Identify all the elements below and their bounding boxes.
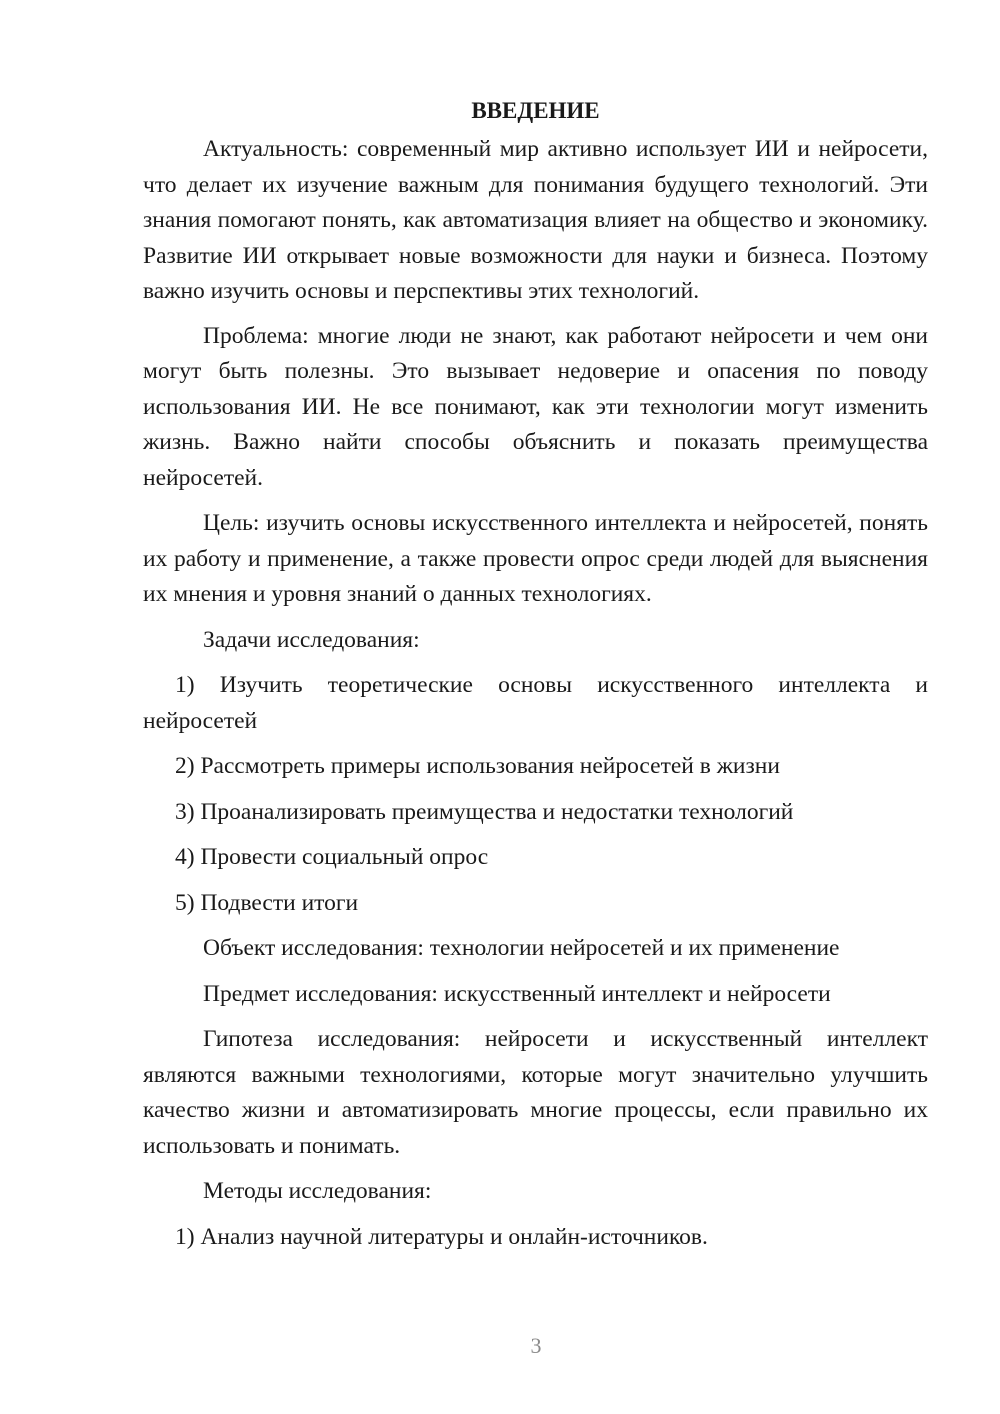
section-title: ВВЕДЕНИЕ — [471, 98, 600, 123]
task-item-2: 2) Рассмотреть примеры использования нейросетей в жизни — [175, 753, 780, 779]
relevance-paragraph: Актуальность: современный мир активно использует ИИ и нейросети, что делает их изучение важным для понимания будущего технологий. Эти знания помогают понять, как автоматизация влияет на общество и экономику. Развитие ИИ открывает новые возможности для науки и бизнеса. Поэтому важно изучить основы и перспективы этих технологий. — [143, 136, 928, 304]
document-page — [143, 96, 928, 1265]
problem-paragraph: Проблема: многие люди не знают, как работают нейросети и чем они могут быть полезны. Это вызывает недоверие и опасения по поводу использования ИИ. Не все понимают, как эти технологии могут изменить жизнь. Важно найти способы объяснить и показать преимущества нейросетей. — [143, 322, 928, 491]
object-paragraph: Объект исследования: технологии нейросетей и их применение — [203, 935, 840, 961]
tasks-heading: Задачи исследования: — [203, 626, 420, 653]
method-item-1: 1) Анализ научной литературы и онлайн-источников. — [175, 1223, 708, 1250]
task-item-1: 1) Изучить теоретические основы искусственного интеллекта и нейросетей — [143, 672, 928, 734]
hypothesis-paragraph: Гипотеза исследования: нейросети и искусственный интеллект являются важными технологиями, которые могут значительно улучшить качество жизни и автоматизировать многие процессы, если правильно их использовать и понимать. — [143, 1026, 928, 1159]
methods-heading: Методы исследования: — [203, 1178, 432, 1204]
task-item-4: 4) Провести социальный опрос — [175, 844, 489, 870]
task-item-3: 3) Проанализировать преимущества и недостатки технологий — [175, 798, 794, 825]
subject-paragraph: Предмет исследования: искусственный интеллект и нейросети — [203, 980, 831, 1007]
goal-paragraph: Цель: изучить основы искусственного интеллекта и нейросетей, понять их работу и применение, а также провести опрос среди людей для выяснения их мнения и уровня знаний о данных технологиях. — [143, 510, 928, 607]
task-item-5: 5) Подвести итоги — [175, 889, 359, 916]
page-number: 3 — [530, 1333, 542, 1358]
